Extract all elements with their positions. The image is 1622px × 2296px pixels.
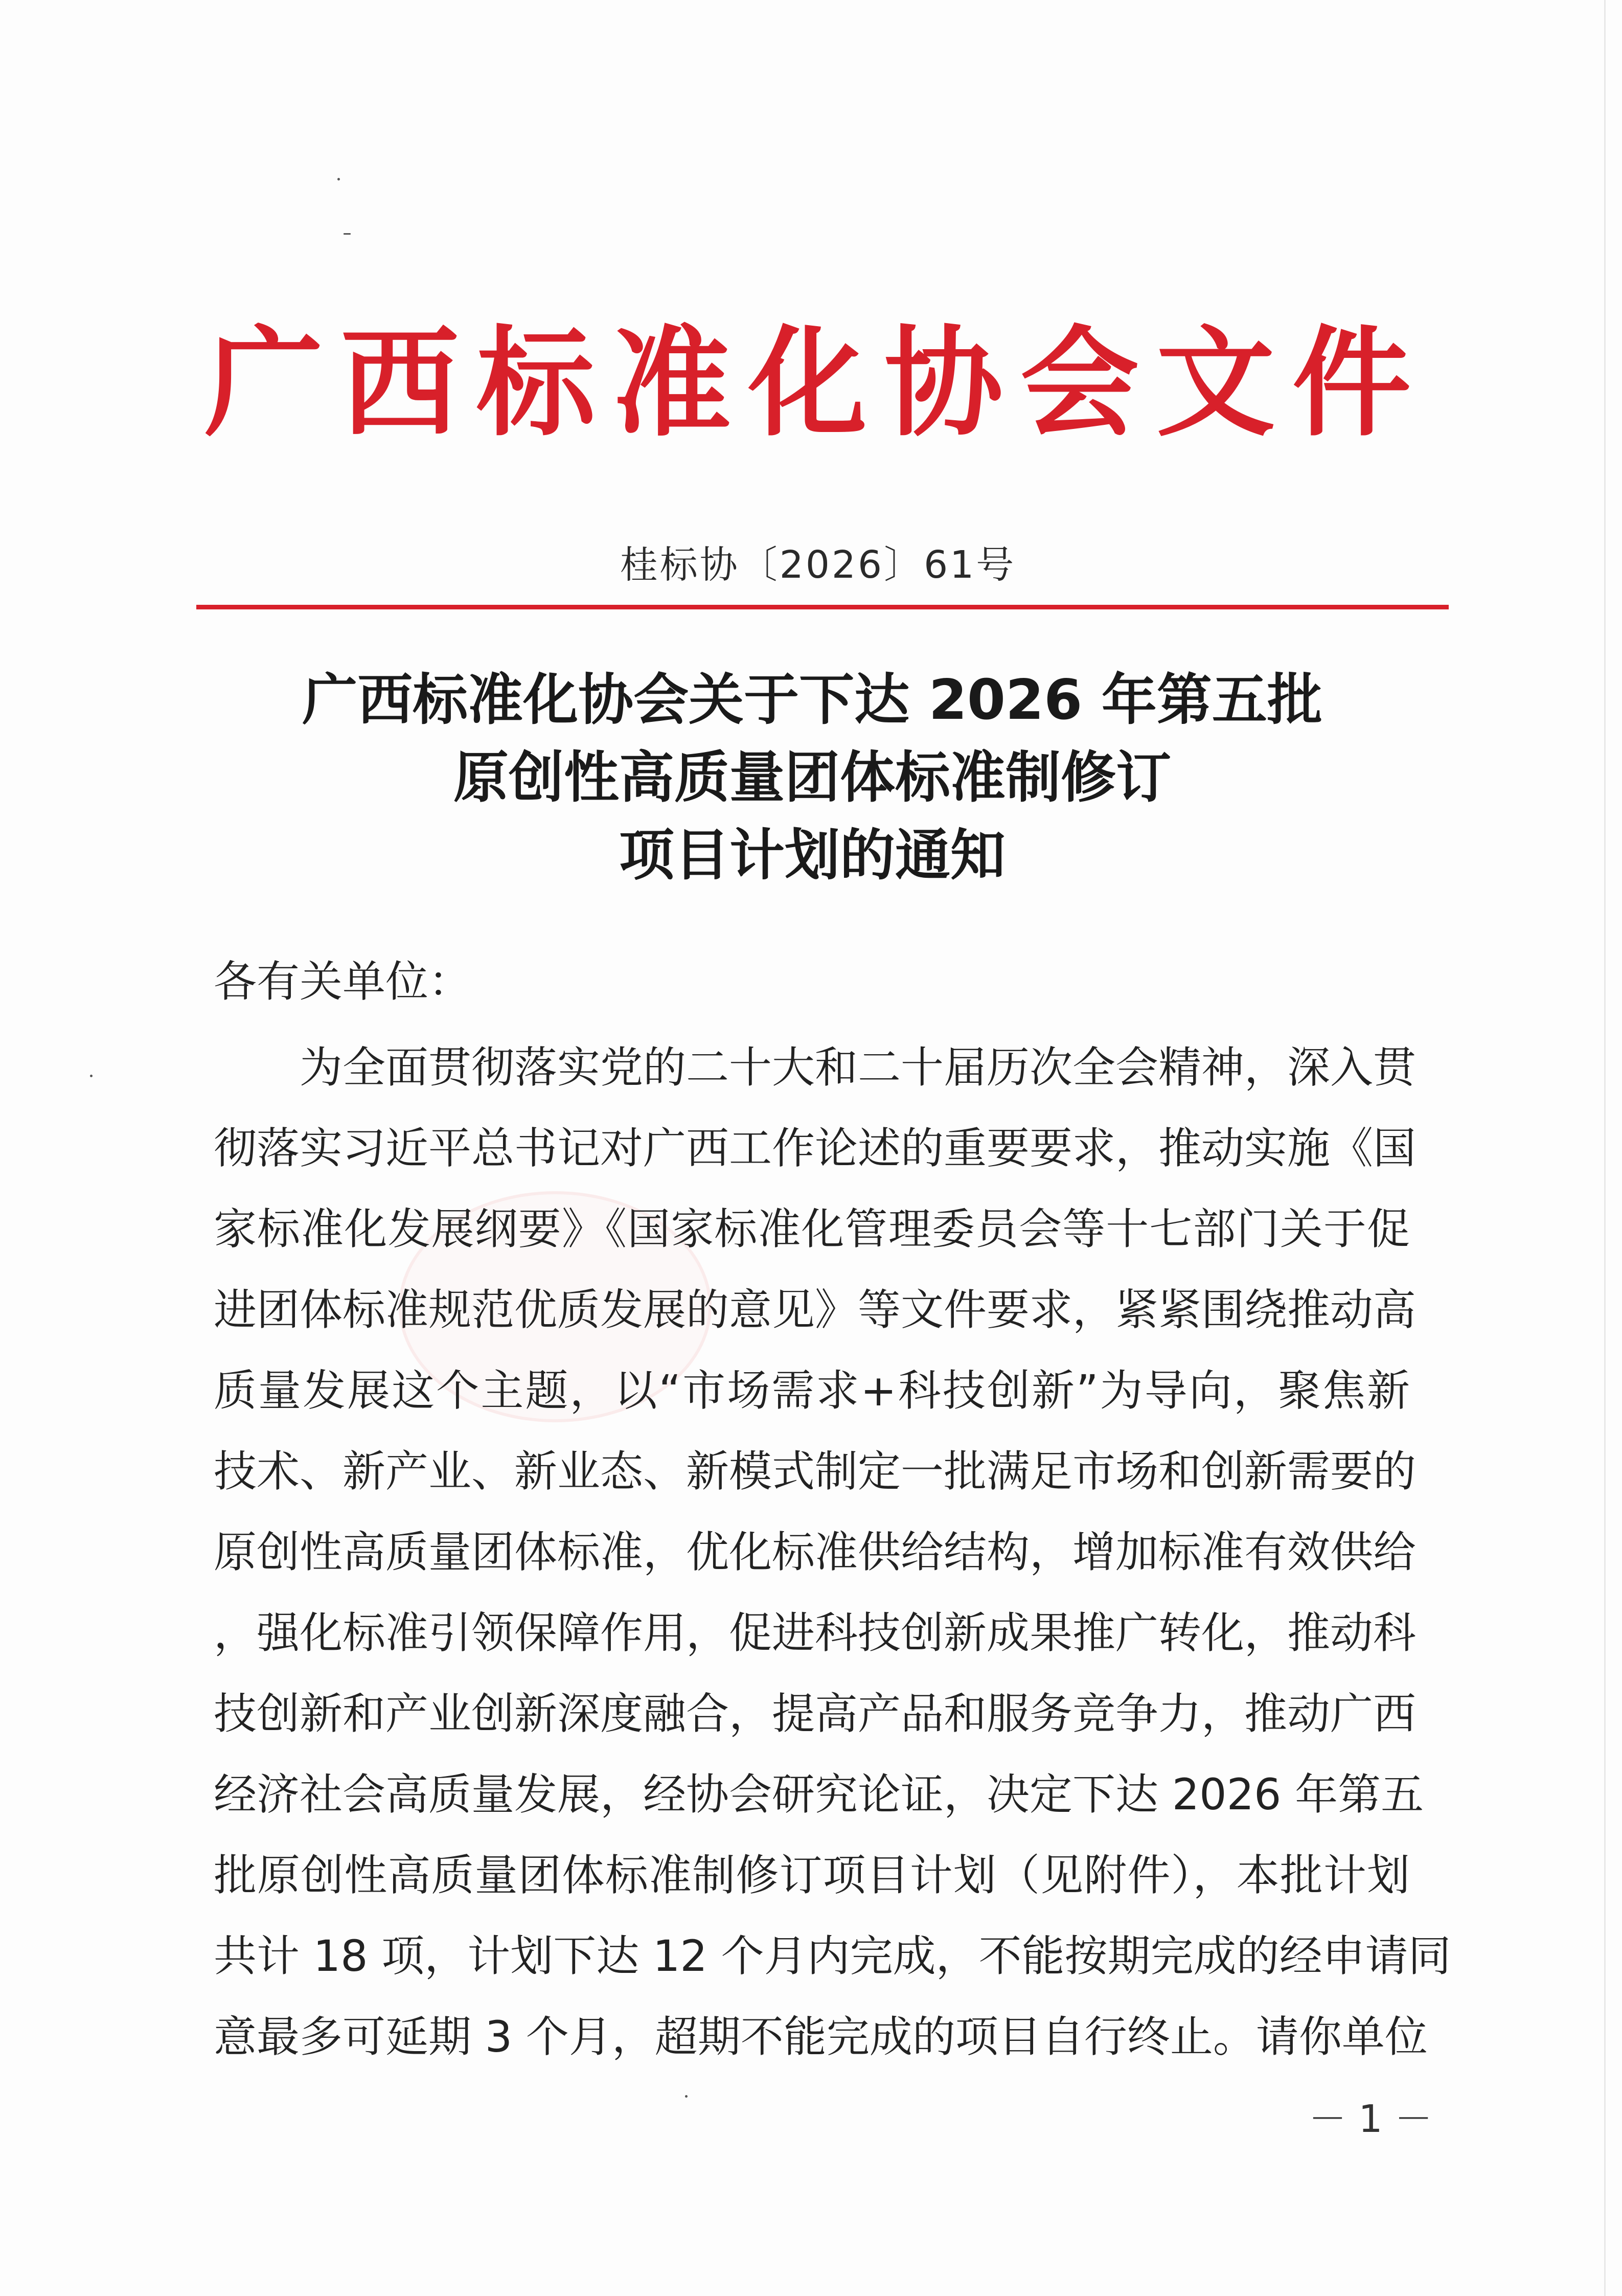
notice-title-line-1: 广西标准化协会关于下达 2026 年第五批 — [302, 668, 1322, 732]
body-line: 技术、新产业、新业态、新模式制定一批满足市场和创新需要的 — [214, 1446, 1417, 1496]
body-line: 家标准化发展纲要》《国家标准化管理委员会等十七部门关于促 — [214, 1204, 1410, 1254]
red-separator-line — [196, 605, 1449, 609]
scan-speck — [685, 2095, 688, 2098]
body-line: 经济社会高质量发展，经协会研究论证，决定下达 2026 年第五 — [214, 1769, 1424, 1820]
body-line: 进团体标准规范优质发展的意见》等文件要求，紧紧围绕推动高 — [214, 1285, 1417, 1335]
body-line: 意最多可延期 3 个月，超期不能完成的项目自行终止。请你单位 — [214, 2012, 1428, 2062]
notice-title-line-3: 项目计划的通知 — [619, 824, 1006, 888]
document-number: 桂标协〔2026〕61号 — [620, 543, 1016, 587]
page-edge-line — [1604, 0, 1606, 2296]
body-line: 技创新和产业创新深度融合，提高产品和服务竞争力，推动广西 — [214, 1689, 1417, 1739]
notice-title-line-2: 原创性高质量团体标准制修订 — [453, 746, 1171, 810]
scan-speck — [90, 1075, 93, 1077]
salutation: 各有关单位： — [214, 957, 472, 1007]
body-line: 原创性高质量团体标准，优化标准供给结构，增加标准有效供给 — [214, 1527, 1417, 1577]
document-header-title: 广西标准化协会文件 — [204, 314, 1429, 452]
body-line: 共计 18 项，计划下达 12 个月内完成，不能按期完成的经申请同 — [214, 1931, 1451, 1981]
scan-speck — [344, 233, 351, 235]
body-line: ，强化标准引领保障作用，促进科技创新成果推广转化，推动科 — [214, 1608, 1417, 1658]
page-number: － 1 － — [1309, 2097, 1433, 2141]
body-line: 批原创性高质量团体标准制修订项目计划（见附件），本批计划 — [214, 1850, 1410, 1900]
body-line: 彻落实习近平总书记对广西工作论述的重要要求，推动实施《国 — [214, 1123, 1417, 1173]
body-line: 质量发展这个主题，以“市场需求+科技创新”为导向，聚焦新 — [214, 1366, 1410, 1416]
body-line: 为全面贯彻落实党的二十大和二十届历次全会精神，深入贯 — [300, 1042, 1417, 1093]
scan-speck — [337, 178, 340, 180]
